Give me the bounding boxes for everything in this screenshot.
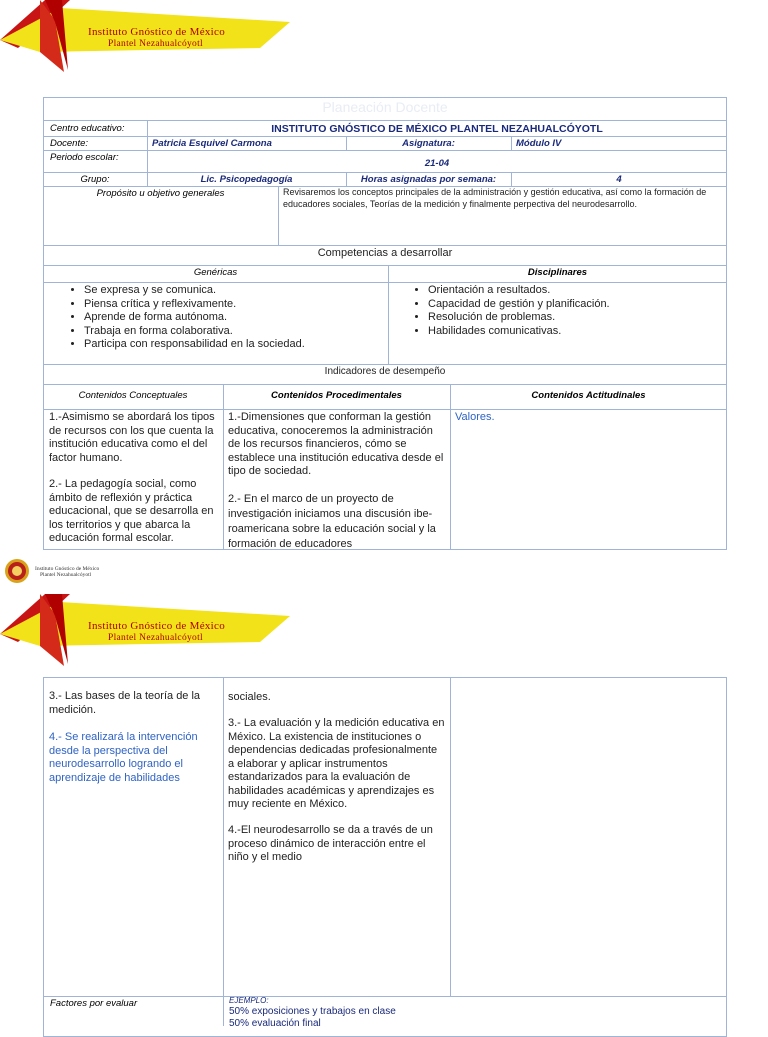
list-item: • Aprende de forma autónoma. [84,311,404,325]
col-header-procedimentales: Contenidos Procedimentales [271,390,402,401]
genericas-list [64,284,404,352]
disciplinares-label: Disciplinares [527,267,588,278]
factores-label: Factores por evaluar [50,998,138,1009]
col-header-actitudinales: Contenidos Actitudinales [531,390,646,401]
procedimental-item-1: 1.-Dimensiones que conforman la gestión educativa, conoceremos la administración de los recursos financieros, cómo se establece una institución educativa desde el tipo de sociedad. [228,411,444,477]
asignatura-label: Asignatura: [402,138,455,149]
list-item: • Trabaja en forma colaborativa. [84,325,404,339]
conceptual-item-4: 4.- Se realizará la intervención desde la perspectiva del neurodesarrollo logrando el aprendizaje de habilidades [49,731,198,784]
list-item: • Orientación a resultados. [428,284,738,298]
grupo-value: Lic. Psicopedagogía [200,174,293,185]
docente-label: Docente: [50,138,89,149]
eval-item-1: 50% exposiciones y trabajos en clase [229,1006,396,1017]
proposito-label: Propósito u objetivo generales [96,188,225,199]
disciplinares-list [408,284,738,338]
docente-value: Patricia Esquivel Carmona [152,138,272,149]
procedimental-item-3: 3.- La evaluación y la medición educativa en México. La existencia de instituciones o dependencias dedicadas profesionalmente a elaborar y aplicar instrumentos estandarizados para la evaluación de habilidades académicas y aprendizajes es muy reciente en México. [228,717,445,810]
header-subtitle-2: Plantel Nezahualcóyotl [108,633,203,643]
ejemplo-label: EJEMPLO: [229,996,269,1005]
list-item: • Resolución de problemas. [428,311,738,325]
horas-label: Horas asignadas por semana: [360,174,497,185]
asignatura-value: Módulo IV [516,138,562,149]
horas-value: 4 [616,174,622,185]
list-item: • Piensa crítica y reflexivamente. [84,298,404,312]
conceptual-item-3: 3.- Las bases de la teoría de la medición. [49,690,201,716]
doc-title: Planeación Docente [322,99,448,115]
genericas-label: Genéricas [193,267,238,278]
centro-label: Centro educativo: [50,123,125,134]
grupo-label: Grupo: [80,174,110,185]
conceptual-item-1: 1.-Asimismo se abordará los tipos de recursos con los que cuenta la institución educativa como el del factor humano. [49,411,215,464]
header-subtitle: Plantel Nezahualcóyotl [108,39,203,49]
periodo-value: 21-04 [424,158,450,169]
centro-value: INSTITUTO GNÓSTICO DE MÉXICO PLANTEL NEZAHUALCÓYOTL [271,123,603,135]
indicadores-title: Indicadores de desempeño [324,366,446,377]
actitudinal-item: Valores. [455,411,495,423]
procedimental-item-2: 2.- En el marco de un proyecto de investigación iniciamos una discusión ibe- roamericana sobre la educación social y la formación de educadores [228,493,436,550]
list-item: • Participa con responsabilidad en la sociedad. [84,338,404,352]
list-item: • Habilidades comunicativas. [428,325,738,339]
list-item: • Capacidad de gestión y planificación. [428,298,738,312]
periodo-label: Periodo escolar: [50,152,119,163]
procedimental-item-cont: sociales. [228,691,271,703]
list-item: • Se expresa y se comunica. [84,284,404,298]
small-logo-line1: Instituto Gnóstico de México [35,566,100,572]
col-header-conceptuales: Contenidos Conceptuales [78,390,188,401]
header-title: Instituto Gnóstico de México [88,26,226,38]
small-logo-line2: Plantel Nezahualcóyotl [40,572,92,578]
proposito-value: Revisaremos los conceptos principales de la administración y gestión educativa, así como la formación de educadores sociales, Teorías de la medición y finalmente perpectiva del neurodesarrollo. [283,187,707,209]
institute-seal-icon [4,558,30,584]
eval-item-2: 50% evaluación final [229,1018,321,1029]
procedimental-item-4: 4.-El neurodesarrollo se da a través de un proceso dinámico de interacción entre el niño y el medio [228,824,433,863]
competencias-title: Competencias a desarrollar [317,247,453,259]
conceptual-item-2: 2.- La pedagogía social, como ámbito de reflexión y práctica educacional, que se desarrolla en los territorios y que abarca la educación formal escolar. [49,478,214,544]
header-title-2: Instituto Gnóstico de México [88,620,226,632]
